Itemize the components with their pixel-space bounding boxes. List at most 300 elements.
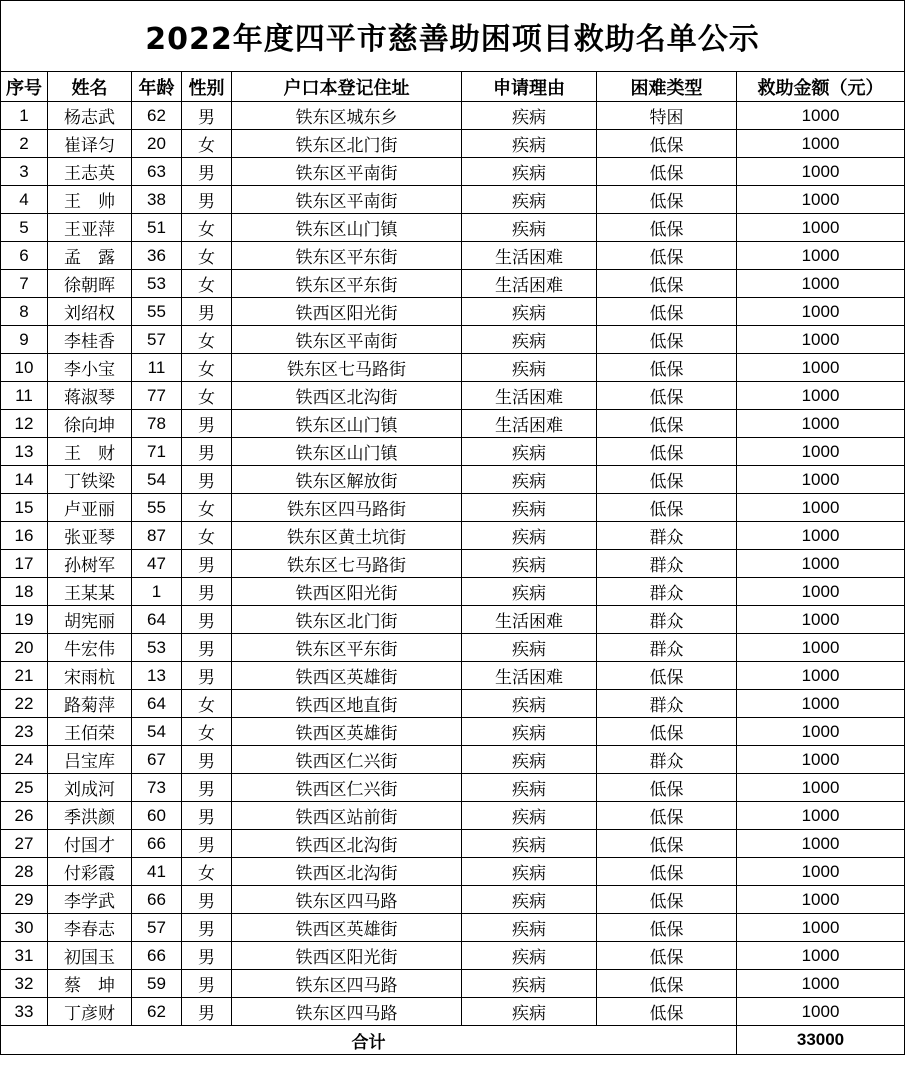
cell-gender: 女 xyxy=(182,130,232,158)
table-row xyxy=(1,130,905,158)
cell-name: 王佰荣 xyxy=(48,718,132,746)
table-row xyxy=(1,606,905,634)
cell-gender: 男 xyxy=(182,410,232,438)
cell-age: 67 xyxy=(132,746,182,774)
cell-age: 53 xyxy=(132,634,182,662)
cell-name: 胡宪丽 xyxy=(48,606,132,634)
table-row xyxy=(1,242,905,270)
header-reason: 申请理由 xyxy=(462,72,597,102)
cell-serial: 30 xyxy=(1,914,48,942)
cell-address: 铁东区七马路街 xyxy=(232,354,462,382)
cell-reason: 疾病 xyxy=(462,298,597,326)
cell-serial: 22 xyxy=(1,690,48,718)
cell-gender: 女 xyxy=(182,242,232,270)
cell-name: 王 帅 xyxy=(48,186,132,214)
cell-age: 73 xyxy=(132,774,182,802)
cell-gender: 男 xyxy=(182,634,232,662)
cell-serial: 12 xyxy=(1,410,48,438)
cell-amount: 1000 xyxy=(737,354,905,382)
table-row xyxy=(1,382,905,410)
cell-gender: 男 xyxy=(182,578,232,606)
cell-serial: 10 xyxy=(1,354,48,382)
cell-age: 1 xyxy=(132,578,182,606)
cell-gender: 男 xyxy=(182,942,232,970)
cell-reason: 疾病 xyxy=(462,802,597,830)
cell-address: 铁东区山门镇 xyxy=(232,438,462,466)
cell-gender: 女 xyxy=(182,522,232,550)
cell-hardship-type: 低保 xyxy=(597,494,737,522)
cell-name: 丁铁梁 xyxy=(48,466,132,494)
cell-hardship-type: 低保 xyxy=(597,298,737,326)
cell-hardship-type: 群众 xyxy=(597,690,737,718)
cell-amount: 1000 xyxy=(737,774,905,802)
cell-hardship-type: 群众 xyxy=(597,746,737,774)
table-row xyxy=(1,662,905,690)
cell-address: 铁东区四马路 xyxy=(232,886,462,914)
cell-address: 铁东区城东乡 xyxy=(232,102,462,130)
cell-amount: 1000 xyxy=(737,606,905,634)
cell-age: 11 xyxy=(132,354,182,382)
table-row xyxy=(1,774,905,802)
cell-name: 崔译匀 xyxy=(48,130,132,158)
cell-age: 71 xyxy=(132,438,182,466)
cell-age: 57 xyxy=(132,914,182,942)
cell-age: 57 xyxy=(132,326,182,354)
cell-age: 62 xyxy=(132,102,182,130)
cell-serial: 21 xyxy=(1,662,48,690)
cell-reason: 疾病 xyxy=(462,102,597,130)
cell-reason: 疾病 xyxy=(462,634,597,662)
cell-gender: 女 xyxy=(182,718,232,746)
cell-address: 铁东区四马路街 xyxy=(232,494,462,522)
cell-address: 铁西区北沟街 xyxy=(232,858,462,886)
cell-name: 王志英 xyxy=(48,158,132,186)
cell-gender: 男 xyxy=(182,298,232,326)
cell-serial: 13 xyxy=(1,438,48,466)
page-title: 2022年度四平市慈善助困项目救助名单公示 xyxy=(1,1,905,72)
cell-reason: 疾病 xyxy=(462,886,597,914)
cell-gender: 男 xyxy=(182,662,232,690)
cell-reason: 生活困难 xyxy=(462,270,597,298)
cell-age: 64 xyxy=(132,690,182,718)
cell-gender: 男 xyxy=(182,886,232,914)
cell-serial: 32 xyxy=(1,970,48,998)
cell-amount: 1000 xyxy=(737,382,905,410)
table-row xyxy=(1,494,905,522)
cell-amount: 1000 xyxy=(737,718,905,746)
cell-amount: 1000 xyxy=(737,634,905,662)
cell-age: 38 xyxy=(132,186,182,214)
table-row xyxy=(1,102,905,130)
cell-serial: 28 xyxy=(1,858,48,886)
cell-name: 季洪颜 xyxy=(48,802,132,830)
cell-reason: 生活困难 xyxy=(462,242,597,270)
cell-gender: 男 xyxy=(182,970,232,998)
cell-address: 铁西区英雄街 xyxy=(232,718,462,746)
cell-amount: 1000 xyxy=(737,186,905,214)
cell-age: 66 xyxy=(132,942,182,970)
cell-name: 吕宝库 xyxy=(48,746,132,774)
table-row xyxy=(1,914,905,942)
cell-reason: 疾病 xyxy=(462,438,597,466)
cell-hardship-type: 群众 xyxy=(597,606,737,634)
cell-serial: 31 xyxy=(1,942,48,970)
cell-gender: 女 xyxy=(182,270,232,298)
cell-serial: 7 xyxy=(1,270,48,298)
cell-age: 13 xyxy=(132,662,182,690)
cell-name: 徐向坤 xyxy=(48,410,132,438)
cell-age: 47 xyxy=(132,550,182,578)
cell-amount: 1000 xyxy=(737,522,905,550)
table-row xyxy=(1,746,905,774)
cell-age: 59 xyxy=(132,970,182,998)
cell-name: 初国玉 xyxy=(48,942,132,970)
cell-address: 铁东区四马路 xyxy=(232,970,462,998)
table-row xyxy=(1,578,905,606)
cell-hardship-type: 低保 xyxy=(597,998,737,1026)
total-amount: 33000 xyxy=(737,1026,905,1055)
table-row xyxy=(1,522,905,550)
cell-serial: 23 xyxy=(1,718,48,746)
cell-address: 铁西区英雄街 xyxy=(232,662,462,690)
cell-hardship-type: 低保 xyxy=(597,886,737,914)
cell-serial: 15 xyxy=(1,494,48,522)
cell-name: 路菊萍 xyxy=(48,690,132,718)
cell-gender: 女 xyxy=(182,214,232,242)
cell-name: 李学武 xyxy=(48,886,132,914)
cell-name: 卢亚丽 xyxy=(48,494,132,522)
cell-address: 铁东区山门镇 xyxy=(232,410,462,438)
cell-amount: 1000 xyxy=(737,466,905,494)
cell-name: 牛宏伟 xyxy=(48,634,132,662)
table-row xyxy=(1,158,905,186)
table-row xyxy=(1,634,905,662)
cell-hardship-type: 低保 xyxy=(597,466,737,494)
cell-address: 铁东区平南街 xyxy=(232,186,462,214)
cell-gender: 男 xyxy=(182,998,232,1026)
cell-gender: 男 xyxy=(182,466,232,494)
cell-reason: 生活困难 xyxy=(462,606,597,634)
cell-hardship-type: 低保 xyxy=(597,438,737,466)
cell-hardship-type: 低保 xyxy=(597,270,737,298)
cell-age: 20 xyxy=(132,130,182,158)
cell-hardship-type: 低保 xyxy=(597,130,737,158)
cell-amount: 1000 xyxy=(737,102,905,130)
cell-serial: 18 xyxy=(1,578,48,606)
cell-reason: 疾病 xyxy=(462,130,597,158)
cell-amount: 1000 xyxy=(737,214,905,242)
table-row xyxy=(1,466,905,494)
cell-gender: 女 xyxy=(182,858,232,886)
cell-hardship-type: 特困 xyxy=(597,102,737,130)
cell-address: 铁东区解放街 xyxy=(232,466,462,494)
cell-serial: 11 xyxy=(1,382,48,410)
cell-address: 铁西区阳光街 xyxy=(232,942,462,970)
table-row xyxy=(1,326,905,354)
table-row xyxy=(1,970,905,998)
cell-serial: 29 xyxy=(1,886,48,914)
table-row xyxy=(1,410,905,438)
header-address: 户口本登记住址 xyxy=(232,72,462,102)
cell-age: 41 xyxy=(132,858,182,886)
cell-gender: 男 xyxy=(182,158,232,186)
cell-reason: 疾病 xyxy=(462,578,597,606)
cell-age: 63 xyxy=(132,158,182,186)
cell-address: 铁西区站前街 xyxy=(232,802,462,830)
cell-gender: 男 xyxy=(182,914,232,942)
cell-amount: 1000 xyxy=(737,410,905,438)
cell-hardship-type: 低保 xyxy=(597,382,737,410)
cell-amount: 1000 xyxy=(737,578,905,606)
cell-age: 55 xyxy=(132,298,182,326)
table-row xyxy=(1,998,905,1026)
cell-reason: 疾病 xyxy=(462,522,597,550)
cell-hardship-type: 低保 xyxy=(597,354,737,382)
cell-name: 王亚萍 xyxy=(48,214,132,242)
cell-gender: 男 xyxy=(182,830,232,858)
cell-age: 66 xyxy=(132,886,182,914)
cell-serial: 5 xyxy=(1,214,48,242)
cell-amount: 1000 xyxy=(737,326,905,354)
cell-address: 铁东区山门镇 xyxy=(232,214,462,242)
cell-address: 铁西区仁兴街 xyxy=(232,746,462,774)
table-row xyxy=(1,214,905,242)
cell-hardship-type: 低保 xyxy=(597,774,737,802)
cell-amount: 1000 xyxy=(737,746,905,774)
table-row xyxy=(1,354,905,382)
cell-gender: 男 xyxy=(182,438,232,466)
table-row xyxy=(1,718,905,746)
cell-name: 宋雨杭 xyxy=(48,662,132,690)
cell-reason: 疾病 xyxy=(462,326,597,354)
cell-hardship-type: 低保 xyxy=(597,970,737,998)
header-hardship-type: 困难类型 xyxy=(597,72,737,102)
table-row xyxy=(1,186,905,214)
cell-amount: 1000 xyxy=(737,830,905,858)
header-age: 年龄 xyxy=(132,72,182,102)
cell-name: 付国才 xyxy=(48,830,132,858)
cell-serial: 27 xyxy=(1,830,48,858)
cell-name: 杨志武 xyxy=(48,102,132,130)
cell-amount: 1000 xyxy=(737,942,905,970)
cell-address: 铁西区北沟街 xyxy=(232,830,462,858)
cell-age: 60 xyxy=(132,802,182,830)
header-row xyxy=(1,72,905,102)
cell-reason: 疾病 xyxy=(462,746,597,774)
cell-serial: 26 xyxy=(1,802,48,830)
total-row xyxy=(1,1026,905,1055)
cell-serial: 8 xyxy=(1,298,48,326)
cell-age: 64 xyxy=(132,606,182,634)
table-row xyxy=(1,858,905,886)
table-body xyxy=(1,102,905,1026)
cell-reason: 疾病 xyxy=(462,970,597,998)
cell-reason: 疾病 xyxy=(462,690,597,718)
cell-serial: 6 xyxy=(1,242,48,270)
cell-address: 铁东区七马路街 xyxy=(232,550,462,578)
cell-amount: 1000 xyxy=(737,494,905,522)
cell-gender: 男 xyxy=(182,186,232,214)
cell-gender: 男 xyxy=(182,606,232,634)
cell-amount: 1000 xyxy=(737,242,905,270)
cell-address: 铁西区阳光街 xyxy=(232,578,462,606)
cell-reason: 疾病 xyxy=(462,942,597,970)
cell-serial: 4 xyxy=(1,186,48,214)
cell-name: 王 财 xyxy=(48,438,132,466)
cell-gender: 女 xyxy=(182,326,232,354)
cell-hardship-type: 群众 xyxy=(597,578,737,606)
cell-gender: 女 xyxy=(182,494,232,522)
cell-address: 铁东区四马路 xyxy=(232,998,462,1026)
cell-gender: 女 xyxy=(182,382,232,410)
total-label: 合计 xyxy=(1,1026,737,1055)
cell-gender: 男 xyxy=(182,746,232,774)
cell-name: 李小宝 xyxy=(48,354,132,382)
cell-hardship-type: 低保 xyxy=(597,662,737,690)
cell-reason: 生活困难 xyxy=(462,382,597,410)
cell-reason: 疾病 xyxy=(462,550,597,578)
cell-age: 54 xyxy=(132,466,182,494)
cell-serial: 20 xyxy=(1,634,48,662)
header-serial: 序号 xyxy=(1,72,48,102)
cell-reason: 疾病 xyxy=(462,158,597,186)
cell-hardship-type: 群众 xyxy=(597,522,737,550)
cell-address: 铁东区平南街 xyxy=(232,326,462,354)
cell-age: 78 xyxy=(132,410,182,438)
cell-reason: 疾病 xyxy=(462,998,597,1026)
cell-reason: 疾病 xyxy=(462,718,597,746)
cell-name: 李春志 xyxy=(48,914,132,942)
cell-amount: 1000 xyxy=(737,886,905,914)
cell-hardship-type: 群众 xyxy=(597,550,737,578)
cell-name: 蔡 坤 xyxy=(48,970,132,998)
cell-serial: 16 xyxy=(1,522,48,550)
cell-serial: 25 xyxy=(1,774,48,802)
cell-gender: 男 xyxy=(182,802,232,830)
cell-amount: 1000 xyxy=(737,438,905,466)
cell-name: 付彩霞 xyxy=(48,858,132,886)
cell-reason: 疾病 xyxy=(462,494,597,522)
cell-name: 孟 露 xyxy=(48,242,132,270)
table-row xyxy=(1,298,905,326)
table-row xyxy=(1,830,905,858)
cell-hardship-type: 低保 xyxy=(597,410,737,438)
cell-age: 54 xyxy=(132,718,182,746)
cell-reason: 生活困难 xyxy=(462,662,597,690)
cell-amount: 1000 xyxy=(737,914,905,942)
cell-amount: 1000 xyxy=(737,802,905,830)
cell-amount: 1000 xyxy=(737,690,905,718)
cell-serial: 2 xyxy=(1,130,48,158)
cell-gender: 女 xyxy=(182,690,232,718)
cell-gender: 男 xyxy=(182,774,232,802)
cell-gender: 女 xyxy=(182,354,232,382)
cell-address: 铁西区英雄街 xyxy=(232,914,462,942)
cell-name: 张亚琴 xyxy=(48,522,132,550)
cell-serial: 1 xyxy=(1,102,48,130)
cell-name: 李桂香 xyxy=(48,326,132,354)
cell-serial: 14 xyxy=(1,466,48,494)
header-name: 姓名 xyxy=(48,72,132,102)
cell-reason: 疾病 xyxy=(462,354,597,382)
cell-address: 铁东区北门街 xyxy=(232,130,462,158)
cell-amount: 1000 xyxy=(737,662,905,690)
header-gender: 性别 xyxy=(182,72,232,102)
cell-age: 53 xyxy=(132,270,182,298)
table-row xyxy=(1,942,905,970)
cell-reason: 疾病 xyxy=(462,214,597,242)
cell-age: 36 xyxy=(132,242,182,270)
cell-name: 王某某 xyxy=(48,578,132,606)
cell-serial: 24 xyxy=(1,746,48,774)
cell-address: 铁东区平东街 xyxy=(232,634,462,662)
header-amount: 救助金额（元） xyxy=(737,72,905,102)
cell-hardship-type: 低保 xyxy=(597,186,737,214)
cell-serial: 17 xyxy=(1,550,48,578)
cell-hardship-type: 低保 xyxy=(597,942,737,970)
cell-reason: 疾病 xyxy=(462,186,597,214)
cell-amount: 1000 xyxy=(737,270,905,298)
cell-name: 刘成河 xyxy=(48,774,132,802)
cell-hardship-type: 群众 xyxy=(597,634,737,662)
cell-name: 丁彦财 xyxy=(48,998,132,1026)
cell-serial: 3 xyxy=(1,158,48,186)
cell-hardship-type: 低保 xyxy=(597,242,737,270)
cell-amount: 1000 xyxy=(737,158,905,186)
cell-address: 铁东区平南街 xyxy=(232,158,462,186)
cell-age: 87 xyxy=(132,522,182,550)
cell-serial: 9 xyxy=(1,326,48,354)
cell-name: 蒋淑琴 xyxy=(48,382,132,410)
cell-reason: 疾病 xyxy=(462,858,597,886)
cell-name: 孙树军 xyxy=(48,550,132,578)
cell-amount: 1000 xyxy=(737,298,905,326)
cell-hardship-type: 低保 xyxy=(597,858,737,886)
cell-age: 55 xyxy=(132,494,182,522)
cell-address: 铁西区阳光街 xyxy=(232,298,462,326)
table-row xyxy=(1,802,905,830)
cell-age: 77 xyxy=(132,382,182,410)
cell-address: 铁东区黄土坑街 xyxy=(232,522,462,550)
cell-address: 铁西区地直街 xyxy=(232,690,462,718)
cell-hardship-type: 低保 xyxy=(597,158,737,186)
table-row xyxy=(1,690,905,718)
cell-age: 66 xyxy=(132,830,182,858)
table-row xyxy=(1,438,905,466)
cell-age: 62 xyxy=(132,998,182,1026)
cell-serial: 19 xyxy=(1,606,48,634)
cell-hardship-type: 低保 xyxy=(597,802,737,830)
cell-address: 铁西区仁兴街 xyxy=(232,774,462,802)
cell-age: 51 xyxy=(132,214,182,242)
cell-amount: 1000 xyxy=(737,130,905,158)
table-row xyxy=(1,270,905,298)
cell-amount: 1000 xyxy=(737,998,905,1026)
cell-reason: 疾病 xyxy=(462,466,597,494)
cell-address: 铁东区平东街 xyxy=(232,270,462,298)
cell-amount: 1000 xyxy=(737,550,905,578)
cell-hardship-type: 低保 xyxy=(597,830,737,858)
cell-amount: 1000 xyxy=(737,970,905,998)
cell-address: 铁东区北门街 xyxy=(232,606,462,634)
cell-name: 徐朝晖 xyxy=(48,270,132,298)
cell-reason: 疾病 xyxy=(462,914,597,942)
cell-serial: 33 xyxy=(1,998,48,1026)
cell-name: 刘绍权 xyxy=(48,298,132,326)
table-row xyxy=(1,886,905,914)
cell-gender: 男 xyxy=(182,550,232,578)
cell-hardship-type: 低保 xyxy=(597,914,737,942)
